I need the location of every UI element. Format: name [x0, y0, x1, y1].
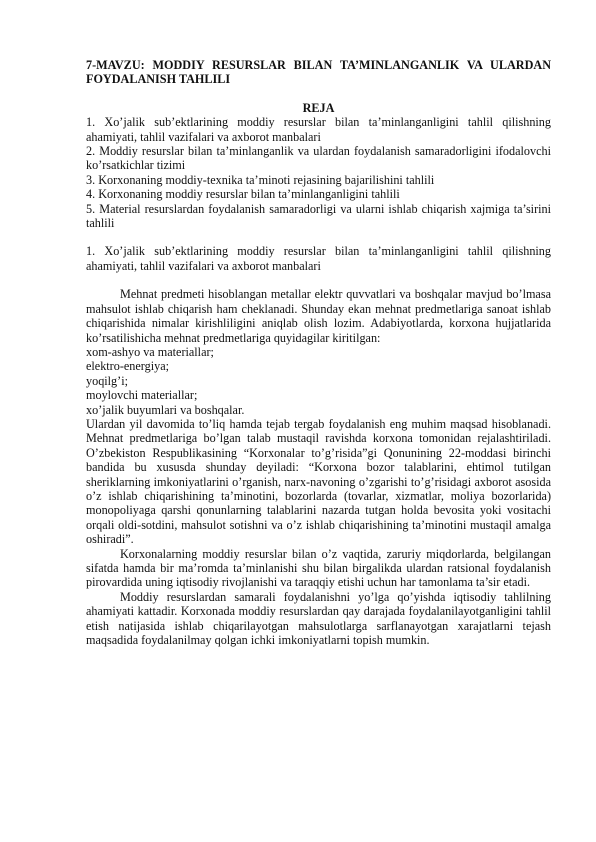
body-paragraph: Mehnat predmeti hisoblangan metallar elektr quvvatlari va boshqalar mavjud bo’lmasa mahsulot ishlab chiqarish ham cheklanadi. Shunday ekan mehnat predmetlariga sanoat ishlab chiqarishida nimalar kirishliligini aniqlab olish lozim. Adabiyotlarda, korxona hujjatlarida ko’rsatilishicha mehnat predmetlariga quyidagilar kiritilgan: [86, 287, 551, 345]
title-text: MODDIY RESURSLAR BILAN TA’MINLANGANLIK VA ULARDAN FOYDALANISH TAHLILI [86, 58, 551, 87]
resource-list [86, 345, 551, 417]
document-title [86, 58, 551, 87]
list-item: yoqilg’i; [86, 373, 128, 388]
list-item: xo’jalik buyumlari va boshqalar. [86, 402, 245, 417]
plan-item: 4. Korxonaning moddiy resurslar bilan ta’minlanganligini tahlili [86, 187, 400, 202]
spacer [86, 273, 551, 287]
body-paragraph: Ulardan yil davomida to’liq hamda tejab tergab foydalanish eng muhim maqsad hisoblanadi. Mehnat predmetlariga bo’lgan talab mustaqil ravishda korxona tomonidan rejalashtiriladi. O’zbekiston Respublikasining “Korxonalar to’g’risida”gi Qonunining 22-moddasi birinchi bandida bu xususda shunday deyiladi: “Korxona bozor talablarini, ehtimol tutilgan sheriklarning imkoniyatlarini o’rganish, narx-navoning o’zgarishi to’g’risidagi axborot asosida o’z ishlab chiqarishining ta’minotini, bozorlarda (tovarlar, xizmatlar, moliya bozorlarida) monopoliyaga qarshi qonunlarning talablarini nazarda tutgan holda bevosita yoki vositachi orqali oldi-sotdini, mahsulot sotishni va o’z ishlab chiqarishining ta’minotini mustaqil amalga oshiradi”. [86, 416, 551, 547]
plan-item: 1. Xo’jalik sub’ektlarining moddiy resurslar bilan ta’minlanganligini tahlil qilishning ahamiyati, tahlil vazifalari va axborot manbalari [86, 115, 551, 144]
topic-number: 7-MAVZU [86, 58, 141, 72]
plan-list [86, 115, 551, 230]
body-paragraph: Moddiy resurslardan samarali foydalanishni yo’lga qo’yishda iqtisodiy tahlilning ahamiyati kattadir. Korxonada moddiy resurslardan qay darajada foydalanilayotganligini tahlil etish natijasida ishlab chiqarilayotgan mahsulotlarga sarflanayotgan xarajatlarni tejash maqsadida foydalanilmay qolgan ichki imkoniyatlarni topish mumkin. [86, 589, 551, 648]
title-colon: : [140, 58, 153, 72]
list-item: xom-ashyo va materiallar; [86, 344, 214, 359]
plan-item: 2. Moddiy resurslar bilan ta’minlanganlik va ulardan foydalanish samaradorligini ifodalovchi ko’rsatkichlar tizimi [86, 144, 551, 173]
plan-item: 3. Korxonaning moddiy-texnika ta’minoti rejasining bajarilishini tahlili [86, 172, 435, 187]
list-item: elektro-energiya; [86, 359, 170, 374]
plan-item: 5. Material resurslardan foydalanish samaradorligi va ularni ishlab chiqarish xajmiga ta’sirini tahlili [86, 201, 551, 231]
plan-heading: REJA [302, 100, 335, 115]
section-heading: 1. Xo’jalik sub’ektlarining moddiy resurslar bilan ta’minlanganligini tahlil qilishning ahamiyati, tahlil vazifalari va axborot manbalari [86, 244, 551, 273]
list-item: moylovchi materiallar; [86, 388, 198, 403]
body-paragraph: Korxonalarning moddiy resurslar bilan o’z vaqtida, zaruriy miqdorlarda, belgilangan sifatda hamda bir ma’romda ta’minlanishi shu bilan birgalikda ulardan ratsional foydalanish pirovardida uning iqtisodiy rivojlanishi va taraqqiy etishi uchun har tamonlama ta’sir etadi. [86, 546, 551, 590]
